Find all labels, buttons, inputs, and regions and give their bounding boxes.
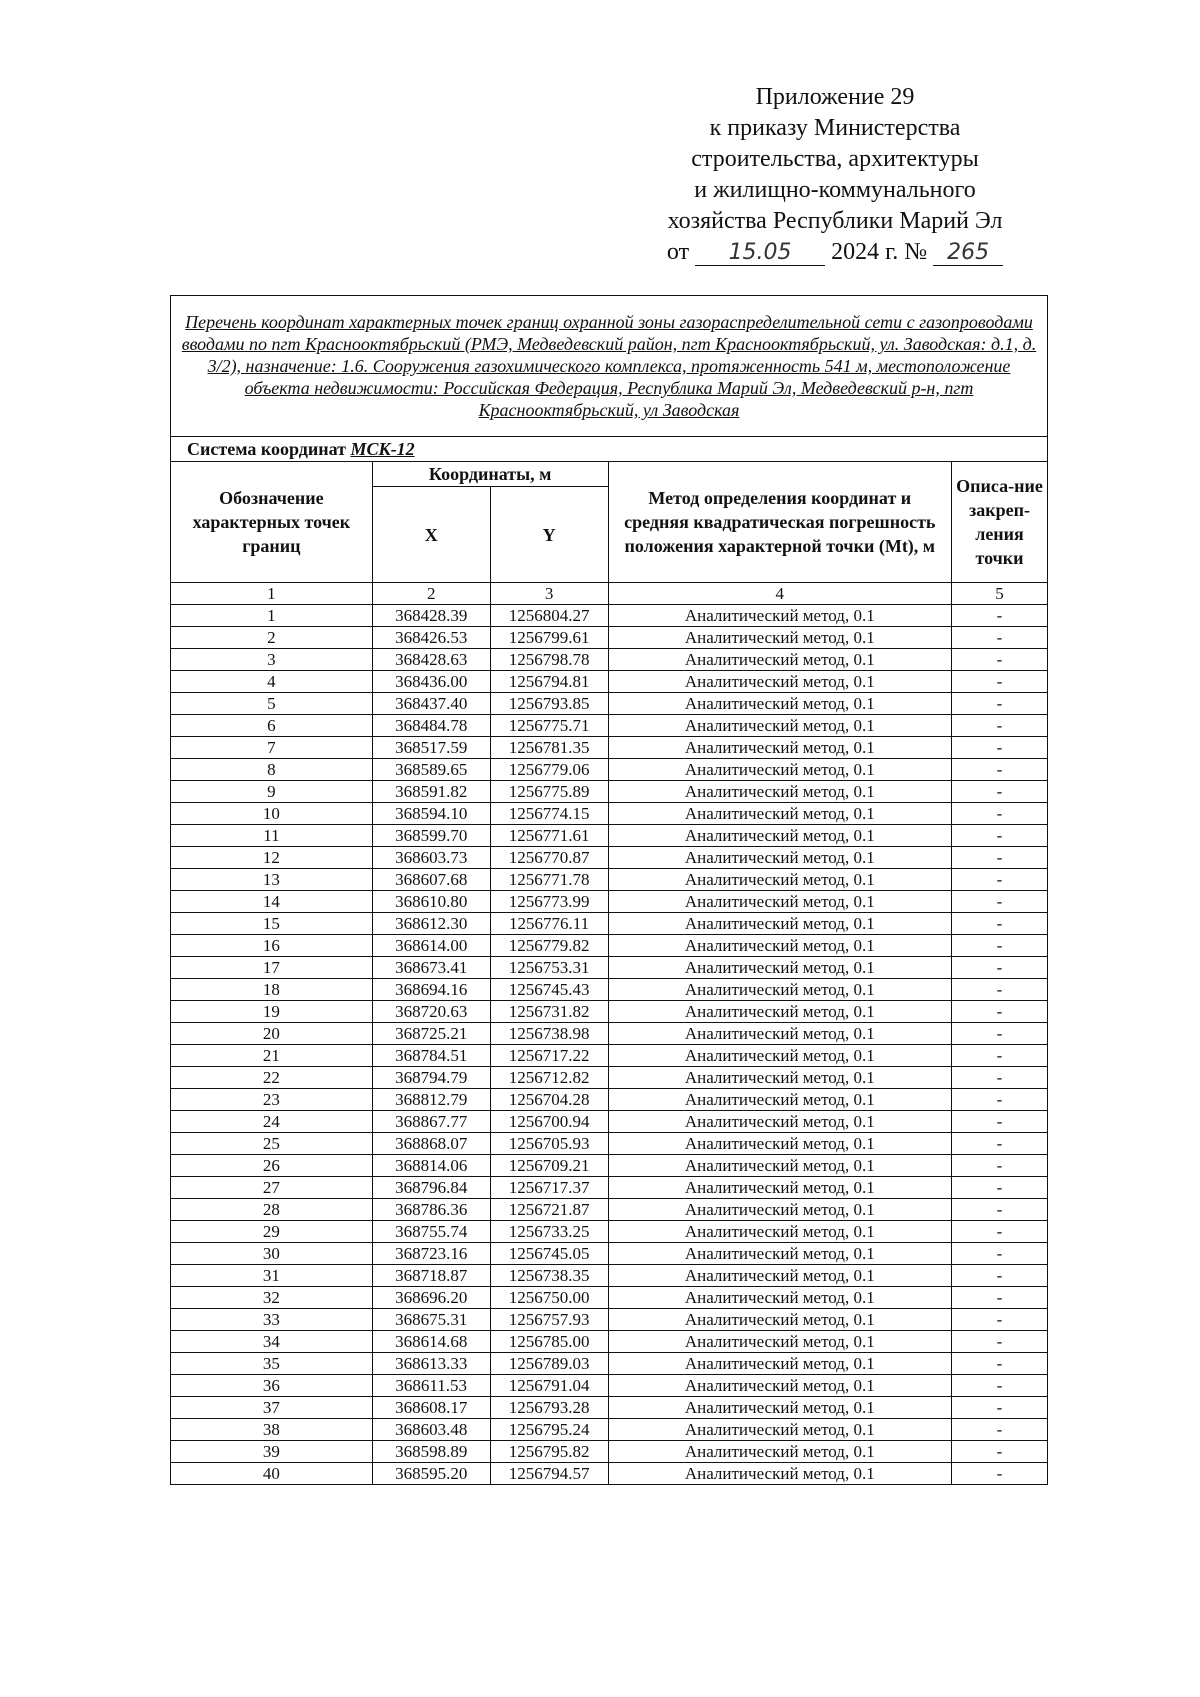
x-coord-cell: 368718.87 [372,1265,490,1287]
table-row [171,1001,1048,1023]
method-cell: Аналитический метод, 0.1 [608,1419,951,1441]
description-cell: - [952,979,1048,1001]
x-coord-cell: 368517.59 [372,737,490,759]
point-id-cell: 26 [171,1155,373,1177]
table-row [171,891,1048,913]
point-id-cell: 29 [171,1221,373,1243]
x-coord-cell: 368786.36 [372,1199,490,1221]
description-cell: - [952,627,1048,649]
y-coord-cell: 1256757.93 [490,1309,608,1331]
table-row [171,869,1048,891]
method-cell: Аналитический метод, 0.1 [608,1089,951,1111]
table-row [171,1441,1048,1463]
y-coord-cell: 1256776.11 [490,913,608,935]
y-coord-cell: 1256779.82 [490,935,608,957]
method-cell: Аналитический метод, 0.1 [608,869,951,891]
point-id-cell: 20 [171,1023,373,1045]
y-coord-cell: 1256775.71 [490,715,608,737]
description-cell: - [952,913,1048,935]
description-cell: - [952,1287,1048,1309]
header-desc: Описа-ние закреп-ления точки [952,462,1048,583]
table-row [171,1023,1048,1045]
point-id-cell: 35 [171,1353,373,1375]
appendix-line: к приказу Министерства [709,115,961,141]
coord-system-row [171,437,1048,462]
point-id-cell: 38 [171,1419,373,1441]
method-cell: Аналитический метод, 0.1 [608,1331,951,1353]
point-id-cell: 33 [171,1309,373,1331]
method-cell: Аналитический метод, 0.1 [608,847,951,869]
table-row [171,1265,1048,1287]
handwritten-date: 15.05 [695,241,825,266]
x-coord-cell: 368611.53 [372,1375,490,1397]
method-cell: Аналитический метод, 0.1 [608,759,951,781]
x-coord-cell: 368603.48 [372,1419,490,1441]
table-title: Перечень координат характерных точек границ охранной зоны газораспределительной сети с газопроводами вводами по пгт Краснооктябрьский (РМЭ, Медведевский район, пгт Краснооктябрьский, ул. Заводская: д.1, д. 3/2), назначение: 1.6. Сооружения газохимического комплекса, протяженность 541 м, местоположение объекта недвижимости: Российская Федерация, Республика Марий Эл, Медведевский р-н, пгт Краснооктябрьский, ул Заводская [171,296,1048,437]
date-prefix: от [666,239,690,265]
x-coord-cell: 368814.06 [372,1155,490,1177]
header-x: X [372,487,490,583]
description-cell: - [952,1419,1048,1441]
table-row [171,979,1048,1001]
col-number: 1 [171,583,373,605]
table-row [171,781,1048,803]
y-coord-cell: 1256717.22 [490,1045,608,1067]
point-id-cell: 9 [171,781,373,803]
y-coord-cell: 1256795.82 [490,1441,608,1463]
table-row [171,1397,1048,1419]
table-row [171,1111,1048,1133]
table-row [171,957,1048,979]
x-coord-cell: 368614.68 [372,1331,490,1353]
table-row [171,1463,1048,1485]
x-coord-cell: 368607.68 [372,869,490,891]
description-cell: - [952,1155,1048,1177]
x-coord-cell: 368428.63 [372,649,490,671]
description-cell: - [952,803,1048,825]
point-id-cell: 31 [171,1265,373,1287]
x-coord-cell: 368484.78 [372,715,490,737]
x-coord-cell: 368725.21 [372,1023,490,1045]
description-cell: - [952,869,1048,891]
method-cell: Аналитический метод, 0.1 [608,1265,951,1287]
description-cell: - [952,1309,1048,1331]
method-cell: Аналитический метод, 0.1 [608,1045,951,1067]
description-cell: - [952,891,1048,913]
x-coord-cell: 368868.07 [372,1133,490,1155]
x-coord-cell: 368591.82 [372,781,490,803]
method-cell: Аналитический метод, 0.1 [608,1155,951,1177]
table-row [171,1221,1048,1243]
method-cell: Аналитический метод, 0.1 [608,671,951,693]
description-cell: - [952,1199,1048,1221]
point-id-cell: 1 [171,605,373,627]
y-coord-cell: 1256799.61 [490,627,608,649]
method-cell: Аналитический метод, 0.1 [608,1199,951,1221]
y-coord-cell: 1256753.31 [490,957,608,979]
method-cell: Аналитический метод, 0.1 [608,1309,951,1331]
x-coord-cell: 368723.16 [372,1243,490,1265]
description-cell: - [952,759,1048,781]
y-coord-cell: 1256798.78 [490,649,608,671]
table-row [171,1331,1048,1353]
col-number: 3 [490,583,608,605]
table-row [171,649,1048,671]
description-cell: - [952,1023,1048,1045]
point-id-cell: 18 [171,979,373,1001]
y-coord-cell: 1256771.61 [490,825,608,847]
point-id-cell: 8 [171,759,373,781]
description-cell: - [952,1221,1048,1243]
method-cell: Аналитический метод, 0.1 [608,605,951,627]
y-coord-cell: 1256750.00 [490,1287,608,1309]
table-row [171,1045,1048,1067]
description-cell: - [952,737,1048,759]
method-cell: Аналитический метод, 0.1 [608,1243,951,1265]
x-coord-cell: 368436.00 [372,671,490,693]
description-cell: - [952,1397,1048,1419]
x-coord-cell: 368426.53 [372,627,490,649]
point-id-cell: 7 [171,737,373,759]
x-coord-cell: 368694.16 [372,979,490,1001]
appendix-line: Приложение 29 [755,84,915,110]
appendix-date-line [640,237,1030,268]
description-cell: - [952,781,1048,803]
x-coord-cell: 368614.00 [372,935,490,957]
y-coord-cell: 1256745.43 [490,979,608,1001]
point-id-cell: 23 [171,1089,373,1111]
method-cell: Аналитический метод, 0.1 [608,737,951,759]
description-cell: - [952,1089,1048,1111]
description-cell: - [952,693,1048,715]
x-coord-cell: 368613.33 [372,1353,490,1375]
table-body [171,605,1048,1485]
table-row [171,1243,1048,1265]
y-coord-cell: 1256775.89 [490,781,608,803]
table-row [171,1353,1048,1375]
method-cell: Аналитический метод, 0.1 [608,1001,951,1023]
description-cell: - [952,1177,1048,1199]
description-cell: - [952,1045,1048,1067]
description-cell: - [952,1243,1048,1265]
x-coord-cell: 368784.51 [372,1045,490,1067]
table-row [171,605,1048,627]
point-id-cell: 39 [171,1441,373,1463]
y-coord-cell: 1256704.28 [490,1089,608,1111]
description-cell: - [952,1001,1048,1023]
method-cell: Аналитический метод, 0.1 [608,781,951,803]
description-cell: - [952,715,1048,737]
table-row [171,1155,1048,1177]
y-coord-cell: 1256773.99 [490,891,608,913]
description-cell: - [952,1463,1048,1485]
point-id-cell: 12 [171,847,373,869]
point-id-cell: 17 [171,957,373,979]
year-label: 2024 г. № [831,239,928,265]
x-coord-cell: 368812.79 [372,1089,490,1111]
description-cell: - [952,1353,1048,1375]
table-row [171,1309,1048,1331]
x-coord-cell: 368608.17 [372,1397,490,1419]
method-cell: Аналитический метод, 0.1 [608,891,951,913]
method-cell: Аналитический метод, 0.1 [608,1221,951,1243]
y-coord-cell: 1256794.57 [490,1463,608,1485]
table-row [171,1177,1048,1199]
point-id-cell: 10 [171,803,373,825]
coordinates-table [170,295,1048,1485]
x-coord-cell: 368696.20 [372,1287,490,1309]
point-id-cell: 37 [171,1397,373,1419]
y-coord-cell: 1256804.27 [490,605,608,627]
header-coords: Координаты, м [372,462,608,487]
description-cell: - [952,825,1048,847]
point-id-cell: 40 [171,1463,373,1485]
method-cell: Аналитический метод, 0.1 [608,649,951,671]
y-coord-cell: 1256700.94 [490,1111,608,1133]
handwritten-number: 265 [933,241,1003,266]
method-cell: Аналитический метод, 0.1 [608,627,951,649]
method-cell: Аналитический метод, 0.1 [608,1397,951,1419]
description-cell: - [952,1111,1048,1133]
y-coord-cell: 1256794.81 [490,671,608,693]
method-cell: Аналитический метод, 0.1 [608,1111,951,1133]
point-id-cell: 28 [171,1199,373,1221]
x-coord-cell: 368796.84 [372,1177,490,1199]
coord-system-label: Система координат [187,438,346,459]
y-coord-cell: 1256795.24 [490,1419,608,1441]
table-row [171,715,1048,737]
point-id-cell: 30 [171,1243,373,1265]
header-method: Метод определения координат и средняя квадратическая погрешность положения характерной точки (Mt), м [608,462,951,583]
y-coord-cell: 1256731.82 [490,1001,608,1023]
method-cell: Аналитический метод, 0.1 [608,693,951,715]
method-cell: Аналитический метод, 0.1 [608,1067,951,1089]
table-row [171,759,1048,781]
x-coord-cell: 368599.70 [372,825,490,847]
method-cell: Аналитический метод, 0.1 [608,1375,951,1397]
description-cell: - [952,671,1048,693]
y-coord-cell: 1256774.15 [490,803,608,825]
method-cell: Аналитический метод, 0.1 [608,1287,951,1309]
y-coord-cell: 1256712.82 [490,1067,608,1089]
y-coord-cell: 1256770.87 [490,847,608,869]
y-coord-cell: 1256781.35 [490,737,608,759]
table-row [171,825,1048,847]
table-row [171,1287,1048,1309]
y-coord-cell: 1256779.06 [490,759,608,781]
method-cell: Аналитический метод, 0.1 [608,1133,951,1155]
point-id-cell: 25 [171,1133,373,1155]
appendix-header [640,82,1030,268]
table-row [171,693,1048,715]
method-cell: Аналитический метод, 0.1 [608,979,951,1001]
y-coord-cell: 1256793.28 [490,1397,608,1419]
table-row [171,671,1048,693]
method-cell: Аналитический метод, 0.1 [608,1441,951,1463]
table-row [171,1375,1048,1397]
description-cell: - [952,1441,1048,1463]
method-cell: Аналитический метод, 0.1 [608,825,951,847]
method-cell: Аналитический метод, 0.1 [608,803,951,825]
point-id-cell: 16 [171,935,373,957]
method-cell: Аналитический метод, 0.1 [608,1177,951,1199]
y-coord-cell: 1256793.85 [490,693,608,715]
x-coord-cell: 368589.65 [372,759,490,781]
point-id-cell: 32 [171,1287,373,1309]
table-row [171,1419,1048,1441]
description-cell: - [952,935,1048,957]
method-cell: Аналитический метод, 0.1 [608,913,951,935]
y-coord-cell: 1256738.98 [490,1023,608,1045]
point-id-cell: 14 [171,891,373,913]
x-coord-cell: 368673.41 [372,957,490,979]
table-row [171,913,1048,935]
x-coord-cell: 368437.40 [372,693,490,715]
x-coord-cell: 368755.74 [372,1221,490,1243]
x-coord-cell: 368594.10 [372,803,490,825]
table-row [171,1067,1048,1089]
header-y: Y [490,487,608,583]
description-cell: - [952,1265,1048,1287]
x-coord-cell: 368598.89 [372,1441,490,1463]
x-coord-cell: 368867.77 [372,1111,490,1133]
description-cell: - [952,649,1048,671]
point-id-cell: 34 [171,1331,373,1353]
x-coord-cell: 368428.39 [372,605,490,627]
description-cell: - [952,1331,1048,1353]
x-coord-cell: 368675.31 [372,1309,490,1331]
method-cell: Аналитический метод, 0.1 [608,1463,951,1485]
col-number: 4 [608,583,951,605]
table-row [171,1199,1048,1221]
y-coord-cell: 1256721.87 [490,1199,608,1221]
y-coord-cell: 1256733.25 [490,1221,608,1243]
y-coord-cell: 1256785.00 [490,1331,608,1353]
table-row [171,737,1048,759]
table-row [171,1133,1048,1155]
point-id-cell: 11 [171,825,373,847]
y-coord-cell: 1256705.93 [490,1133,608,1155]
coord-system-value: МСК-12 [350,438,415,459]
x-coord-cell: 368610.80 [372,891,490,913]
col-number: 2 [372,583,490,605]
appendix-line: хозяйства Республики Марий Эл [667,208,1003,234]
appendix-line: и жилищно-коммунального [694,177,976,203]
col-number: 5 [952,583,1048,605]
x-coord-cell: 368720.63 [372,1001,490,1023]
table-row [171,847,1048,869]
table-row [171,1089,1048,1111]
table-row [171,935,1048,957]
y-coord-cell: 1256738.35 [490,1265,608,1287]
point-id-cell: 2 [171,627,373,649]
point-id-cell: 21 [171,1045,373,1067]
point-id-cell: 24 [171,1111,373,1133]
point-id-cell: 22 [171,1067,373,1089]
method-cell: Аналитический метод, 0.1 [608,1353,951,1375]
y-coord-cell: 1256771.78 [490,869,608,891]
point-id-cell: 36 [171,1375,373,1397]
y-coord-cell: 1256709.21 [490,1155,608,1177]
table-row [171,627,1048,649]
method-cell: Аналитический метод, 0.1 [608,935,951,957]
x-coord-cell: 368612.30 [372,913,490,935]
x-coord-cell: 368603.73 [372,847,490,869]
y-coord-cell: 1256789.03 [490,1353,608,1375]
description-cell: - [952,605,1048,627]
point-id-cell: 15 [171,913,373,935]
point-id-cell: 27 [171,1177,373,1199]
table-row [171,803,1048,825]
point-id-cell: 19 [171,1001,373,1023]
method-cell: Аналитический метод, 0.1 [608,957,951,979]
x-coord-cell: 368595.20 [372,1463,490,1485]
appendix-line: строительства, архитектуры [691,146,979,172]
point-id-cell: 5 [171,693,373,715]
y-coord-cell: 1256791.04 [490,1375,608,1397]
point-id-cell: 3 [171,649,373,671]
header-point: Обозначение характерных точек границ [171,462,373,583]
point-id-cell: 4 [171,671,373,693]
method-cell: Аналитический метод, 0.1 [608,1023,951,1045]
x-coord-cell: 368794.79 [372,1067,490,1089]
method-cell: Аналитический метод, 0.1 [608,715,951,737]
point-id-cell: 6 [171,715,373,737]
description-cell: - [952,847,1048,869]
description-cell: - [952,1067,1048,1089]
y-coord-cell: 1256717.37 [490,1177,608,1199]
y-coord-cell: 1256745.05 [490,1243,608,1265]
description-cell: - [952,1375,1048,1397]
description-cell: - [952,957,1048,979]
description-cell: - [952,1133,1048,1155]
point-id-cell: 13 [171,869,373,891]
